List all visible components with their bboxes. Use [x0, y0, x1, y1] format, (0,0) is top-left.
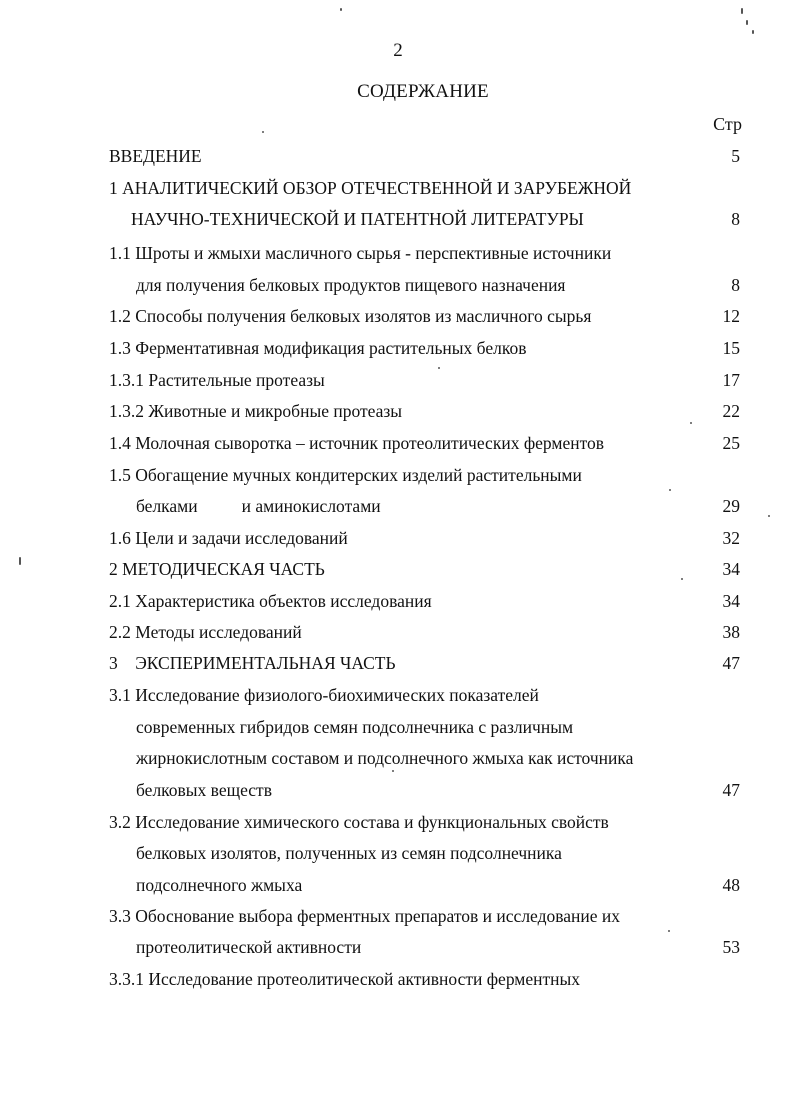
- toc-page-number: 8: [731, 275, 740, 295]
- toc-entry-1-1-cont: для получения белковых продуктов пищевого назначения: [136, 275, 566, 295]
- toc-page-number: 15: [722, 338, 740, 358]
- toc-page-number: 17: [722, 370, 740, 390]
- toc-page-number: 47: [722, 653, 740, 673]
- toc-entry-3-1-cont: жирнокислотным составом и подсолнечного жмыха как источника: [136, 748, 634, 768]
- toc-page-number: 34: [722, 591, 740, 611]
- toc-entry-chapter-1-cont: НАУЧНО-ТЕХНИЧЕСКОЙ И ПАТЕНТНОЙ ЛИТЕРАТУРЫ: [131, 209, 584, 229]
- toc-entry-1-5-word: белками: [136, 496, 198, 516]
- toc-entry-2-2: 2.2 Методы исследований: [109, 622, 302, 642]
- toc-entry-chapter-1: 1 АНАЛИТИЧЕСКИЙ ОБЗОР ОТЕЧЕСТВЕННОЙ И ЗАРУБЕЖНОЙ: [109, 178, 632, 198]
- toc-page-number: 53: [722, 937, 740, 957]
- toc-entry-3-2-cont: белковых изолятов, полученных из семян подсолнечника: [136, 843, 562, 863]
- toc-entry-3-2-cont: подсолнечного жмыха: [136, 875, 303, 895]
- toc-entry-1-5-rest: и аминокислотами: [241, 496, 381, 516]
- toc-page-number: 32: [722, 528, 740, 548]
- scan-speck: [438, 367, 440, 369]
- toc-entry-1-6: 1.6 Цели и задачи исследований: [109, 528, 348, 548]
- toc-entry-3-3: 3.3 Обоснование выбора ферментных препаратов и исследование их: [109, 906, 621, 926]
- toc-entry-1-1: 1.1 Шроты и жмыхи масличного сырья - перспективные источники: [109, 243, 612, 263]
- scan-speck: [741, 8, 743, 14]
- toc-page-number: 29: [722, 496, 740, 516]
- toc-entry-1-3: 1.3 Ферментативная модификация растительных белков: [109, 338, 527, 358]
- toc-entry-chapter-3: 3 ЭКСПЕРИМЕНТАЛЬНАЯ ЧАСТЬ: [109, 653, 396, 673]
- toc-page-number: 22: [722, 401, 740, 421]
- toc-page-number: 8: [731, 209, 740, 229]
- scan-speck: [392, 770, 394, 772]
- page-column-label: Стр: [713, 114, 742, 134]
- toc-entry-2-1: 2.1 Характеристика объектов исследования: [109, 591, 432, 611]
- toc-entry-3-3-1: 3.3.1 Исследование протеолитической активности ферментных: [109, 969, 581, 989]
- toc-entry-3-3-cont: протеолитической активности: [136, 937, 362, 957]
- toc-page-number: 25: [722, 433, 740, 453]
- scan-speck: [669, 489, 671, 491]
- scan-speck: [768, 515, 770, 517]
- scan-speck: [746, 20, 748, 25]
- toc-entry-1-3-1: 1.3.1 Растительные протеазы: [109, 370, 325, 390]
- page-title: СОДЕРЖАНИЕ: [357, 81, 489, 102]
- toc-page-number: 47: [722, 780, 740, 800]
- toc-entry-3-1-cont: белковых веществ: [136, 780, 272, 800]
- toc-page-number: 48: [722, 875, 740, 895]
- page-number: 2: [393, 40, 403, 61]
- scan-speck: [752, 30, 754, 34]
- toc-entry-1-3-2: 1.3.2 Животные и микробные протеазы: [109, 401, 403, 421]
- toc-entry-1-2: 1.2 Способы получения белковых изолятов из масличного сырья: [109, 306, 592, 326]
- toc-page-number: 12: [722, 306, 740, 326]
- toc-entry-chapter-2: 2 МЕТОДИЧЕСКАЯ ЧАСТЬ: [109, 559, 325, 579]
- toc-page-number: 34: [722, 559, 740, 579]
- toc-entry-3-1-cont: современных гибридов семян подсолнечника с различным: [136, 717, 574, 737]
- toc-entry-1-5: 1.5 Обогащение мучных кондитерских изделий растительными: [109, 465, 582, 485]
- scan-speck: [690, 422, 692, 424]
- scan-speck: [262, 131, 264, 133]
- scan-speck: [668, 930, 670, 932]
- toc-page-number: 5: [731, 146, 740, 166]
- toc-entry-intro: ВВЕДЕНИЕ: [109, 146, 202, 166]
- toc-entry-3-2: 3.2 Исследование химического состава и функциональных свойств: [109, 812, 609, 832]
- scan-speck: [340, 8, 342, 11]
- scan-speck: [681, 578, 683, 580]
- toc-entry-3-1: 3.1 Исследование физиолого-биохимических показателей: [109, 685, 539, 705]
- scan-speck: [19, 557, 21, 565]
- toc-entry-1-4: 1.4 Молочная сыворотка – источник протеолитических ферментов: [109, 433, 605, 453]
- toc-entry-1-5-cont: [136, 495, 381, 517]
- toc-page-number: 38: [722, 622, 740, 642]
